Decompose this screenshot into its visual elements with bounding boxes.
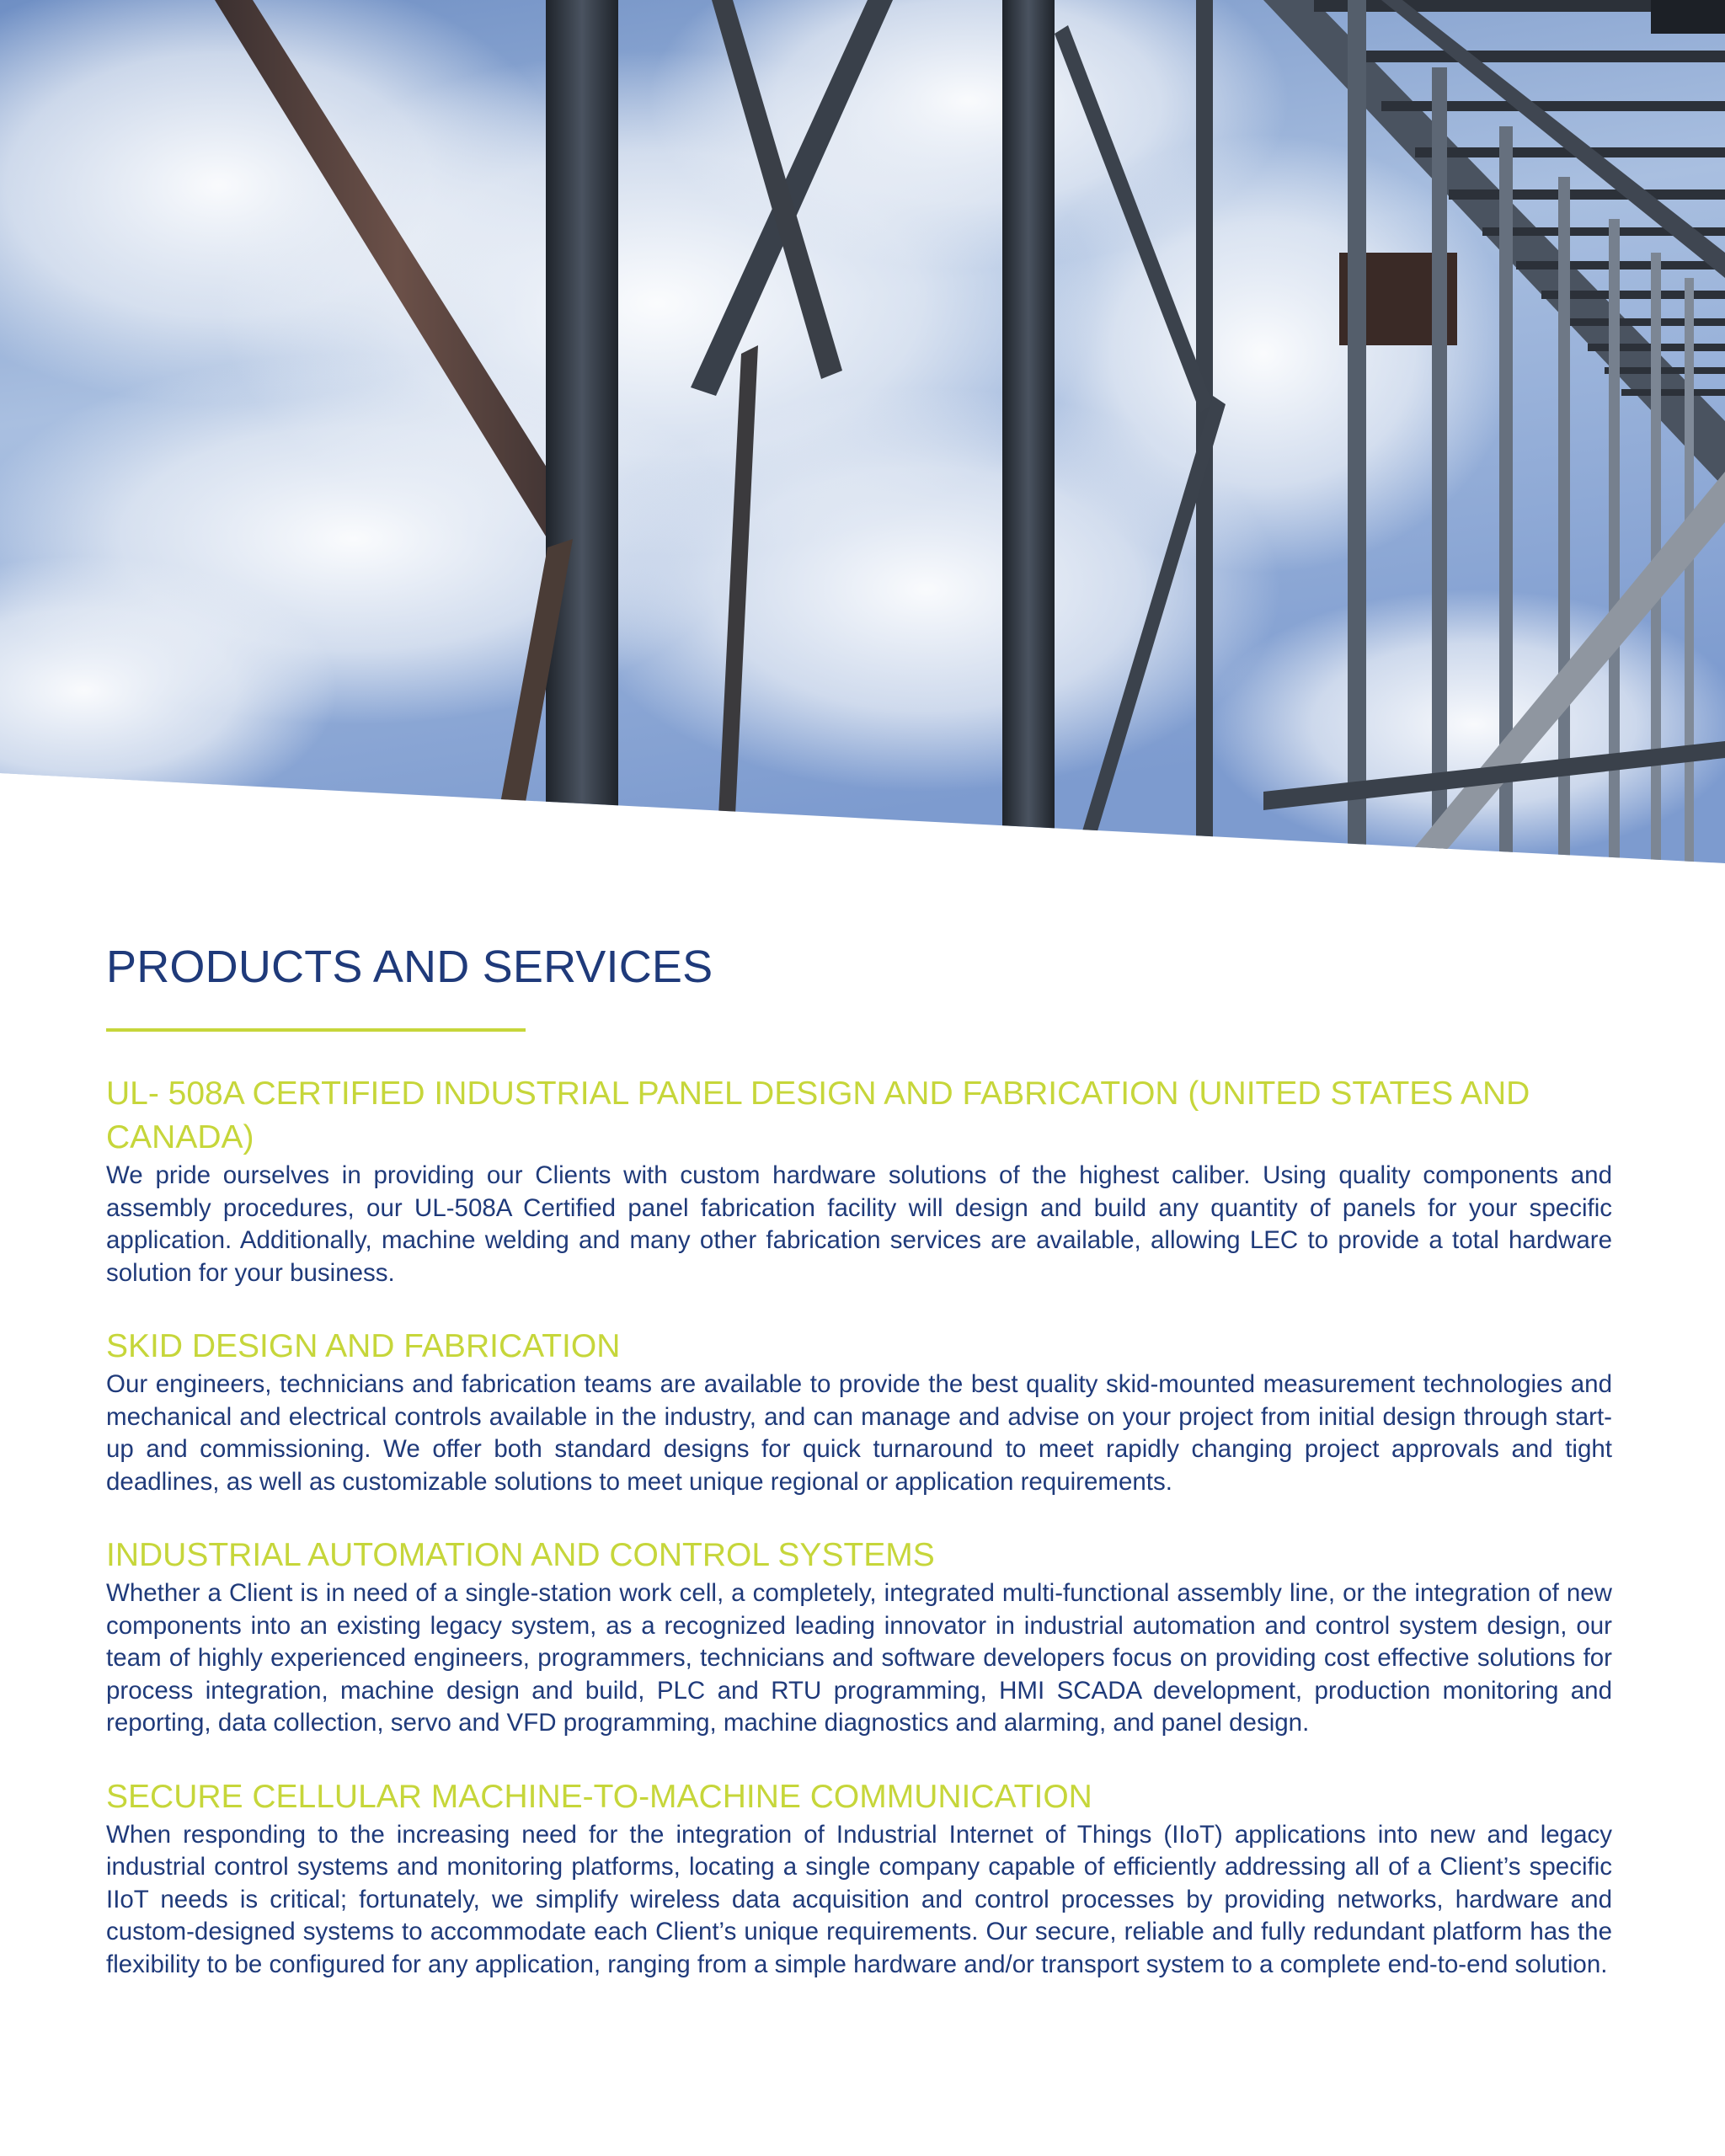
section-body: When responding to the increasing need for the integration of Industrial Internet of Things (IIoT) applications into new and legacy industrial control systems and monitoring platforms, locating a single company capable of efficiently addressing all of a Client’s specific IIoT needs is critical; fortunately, we simplify wireless data acquisition and control processes by providing networks, hardware and custom-designed systems to accommodate each Client’s unique requirements. Our secure, reliable and fully redundant platform has the flexibility to be configured for any application, ranging from a simple hardware and/or transport system to a complete end-to-end solution. [106,1820,1612,1978]
hero-image [0,0,1725,867]
section-heading: SKID DESIGN AND FABRICATION [106,1328,621,1364]
section-panel-design [106,1072,1612,1289]
section-skid-design [106,1325,1612,1498]
section-body: We pride ourselves in providing our Clients with custom hardware solutions of the highest caliber. Using quality components and assembly procedures, our UL-508A Certified panel fabrication facility will design and build any quantity of panels for your specific application. Additionally, machine welding and many other fabrication services are available, allowing LEC to provide a total hardware solution for your business. [106,1161,1612,1287]
section-heading: INDUSTRIAL AUTOMATION AND CONTROL SYSTEMS [106,1537,935,1573]
section-body: Whether a Client is in need of a single-station work cell, a completely, integrated multi-functional assembly line, or the integration of new components into an existing legacy system, as a recognized leading innovator in industrial automation and control system design, our team of highly experienced engineers, programmers, technicians and software developers focus on providing cost effective solutions for process integration, machine design and build, PLC and RTU programming, HMI SCADA development, production monitoring and reporting, data collection, servo and VFD programming, machine diagnostics and alarming, and panel design. [106,1579,1612,1737]
title-underline [106,1028,526,1032]
section-heading: UL- 508A CERTIFIED INDUSTRIAL PANEL DESIGN AND FABRICATION (UNITED STATES AND CANADA) [106,1075,1530,1155]
section-m2m-communication [106,1775,1612,1982]
sections-list [106,1072,1612,1981]
section-automation [106,1534,1612,1740]
page-title: PRODUCTS AND SERVICES [106,942,713,992]
section-heading: SECURE CELLULAR MACHINE-TO-MACHINE COMMUNICATION [106,1778,1092,1815]
section-body: Our engineers, technicians and fabrication teams are available to provide the best quality skid-mounted measurement technologies and mechanical and electrical controls available in the industry, and can manage and advise on your project from initial design through start-up and commissioning. We offer both standard designs for quick turnaround to meet rapidly changing project approvals and tight deadlines, as well as customizable solutions to meet unique regional or application requirements. [106,1370,1612,1496]
content-area [106,939,1612,2016]
tower-photo [0,0,1725,867]
